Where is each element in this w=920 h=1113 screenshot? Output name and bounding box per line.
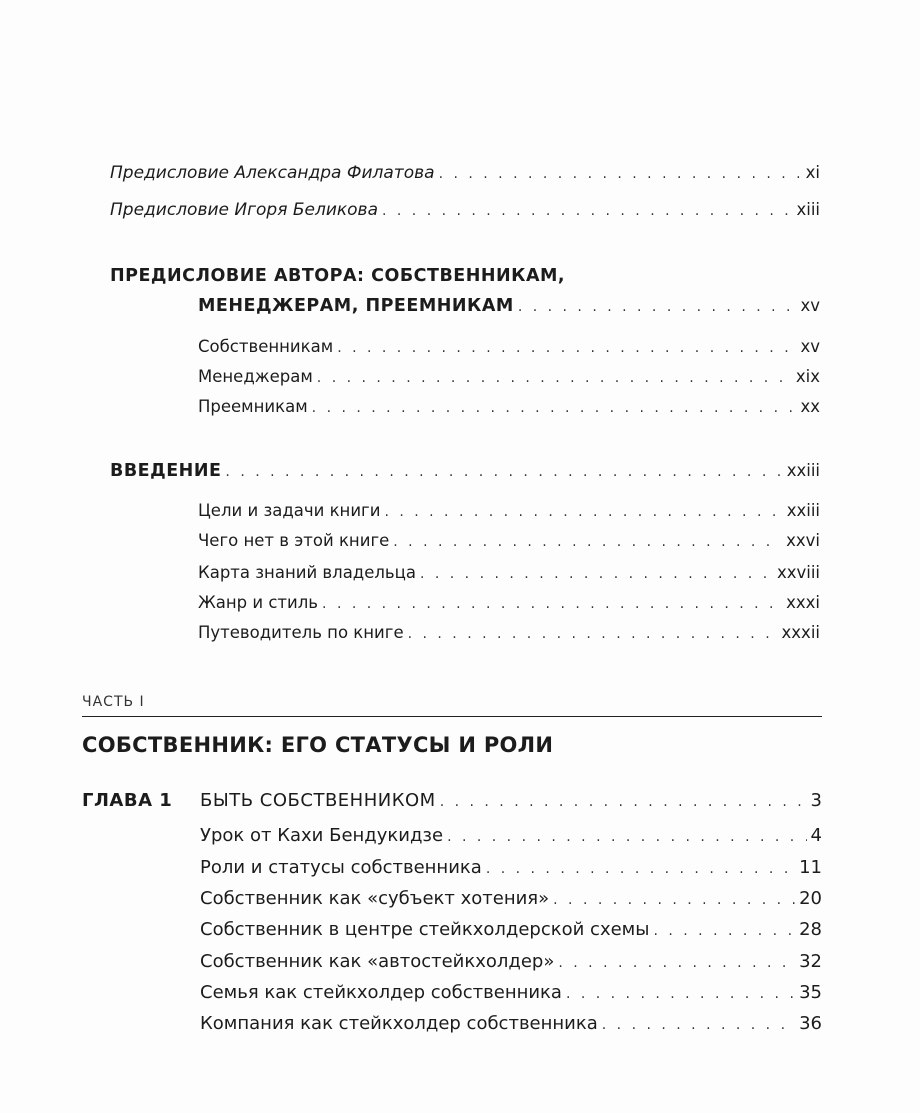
- toc-page-number: 32: [799, 951, 822, 972]
- toc-entry-goals: [198, 501, 820, 520]
- dot-leader: [337, 340, 796, 356]
- toc-page-number: xix: [795, 367, 820, 386]
- toc-entry-title: Предисловие Игоря Беликова: [110, 200, 378, 220]
- dot-leader: [312, 400, 797, 416]
- toc-entry-managers: [198, 367, 820, 386]
- author-preface-title-line2: МЕНЕДЖЕРАМ, ПРЕЕМНИКАМ: [198, 296, 514, 316]
- toc-page-number: xiii: [796, 200, 820, 219]
- dot-leader: [382, 203, 792, 219]
- toc-page-number: 36: [799, 1013, 822, 1034]
- chapter-title: БЫТЬ СОБСТВЕННИКОМ: [200, 790, 436, 811]
- dot-leader: [317, 370, 792, 386]
- dot-leader: [566, 986, 795, 1002]
- dot-leader: [440, 794, 807, 810]
- dot-leader: [393, 534, 782, 550]
- toc-entry-knowledge-map: [198, 563, 820, 582]
- part-divider: [82, 716, 822, 717]
- toc-page-number: 11: [799, 857, 822, 878]
- toc-entry-belikov-preface: [110, 200, 820, 220]
- part-title: СОБСТВЕННИК: ЕГО СТАТУСЫ И РОЛИ: [82, 733, 554, 757]
- author-preface-title-line1: ПРЕДИСЛОВИЕ АВТОРА: СОБСТВЕННИКАМ,: [110, 266, 566, 286]
- toc-page-number: xx: [800, 397, 820, 416]
- toc-entry-title: Чего нет в этой книге: [198, 531, 390, 550]
- toc-page-number: xv: [800, 296, 820, 315]
- dot-leader: [420, 566, 773, 582]
- toc-entry-roles-statuses: [200, 857, 822, 878]
- dot-leader: [384, 504, 782, 520]
- toc-page-number: 28: [799, 919, 822, 940]
- dot-leader: [602, 1017, 795, 1033]
- toc-page-number: xxxi: [786, 593, 820, 612]
- dot-leader: [486, 861, 795, 877]
- toc-entry-title: Цели и задачи книги: [198, 501, 381, 520]
- toc-entry-title: Предисловие Александра Филатова: [110, 163, 435, 183]
- toc-page-number: xxvi: [786, 531, 820, 550]
- dot-leader: [225, 464, 782, 480]
- dot-leader: [322, 596, 782, 612]
- toc-entry-company: [200, 1013, 822, 1034]
- chapter-label: ГЛАВА 1: [82, 790, 173, 811]
- toc-page-number: xxviii: [776, 563, 820, 582]
- toc-page-number: xxiii: [786, 501, 820, 520]
- toc-page-number: xxiii: [786, 461, 820, 480]
- toc-entry-title: Семья как стейкхолдер собственника: [200, 982, 562, 1003]
- toc-entry-title: Менеджерам: [198, 367, 313, 386]
- toc-entry-successors: [198, 397, 820, 416]
- toc-entry-owners: [198, 337, 820, 356]
- part-label: ЧАСТЬ I: [82, 694, 145, 710]
- toc-entry-title: Жанр и стиль: [198, 593, 319, 612]
- toc-entry-title: Собственник в центре стейкхолдерской схемы: [200, 919, 650, 940]
- dot-leader: [558, 955, 795, 971]
- toc-page-number: 3: [810, 790, 822, 811]
- dot-leader: [408, 626, 778, 642]
- toc-entry-not-in-book: [198, 531, 820, 550]
- dot-leader: [447, 829, 806, 845]
- dot-leader: [553, 892, 795, 908]
- author-preface-heading: [198, 296, 820, 316]
- toc-page-number: xxxii: [781, 623, 820, 642]
- toc-entry-title: Карта знаний владельца: [198, 563, 416, 582]
- toc-entry-genre: [198, 593, 820, 612]
- dot-leader: [439, 166, 802, 182]
- toc-page-number: xi: [805, 163, 820, 182]
- toc-entry-filatov-preface: [110, 163, 820, 183]
- toc-page-number: 35: [799, 982, 822, 1003]
- toc-page-number: 4: [810, 825, 822, 846]
- dot-leader: [653, 923, 795, 939]
- toc-page-number: xv: [800, 337, 820, 356]
- toc-page-number: 20: [799, 888, 822, 909]
- toc-entry-title: Компания как стейкхолдер собственника: [200, 1013, 598, 1034]
- toc-entry-title: Урок от Кахи Бендукидзе: [200, 825, 444, 846]
- toc-entry-stakeholder-center: [200, 919, 822, 940]
- toc-entry-title: Собственник как «субъект хотения»: [200, 888, 550, 909]
- chapter-heading: [200, 790, 822, 811]
- toc-entry-title: Роли и статусы собственника: [200, 857, 482, 878]
- toc-entry-family: [200, 982, 822, 1003]
- toc-entry-subject-of-will: [200, 888, 822, 909]
- toc-entry-title: Собственник как «автостейкхолдер»: [200, 951, 555, 972]
- dot-leader: [518, 299, 797, 315]
- toc-entry-title: Путеводитель по книге: [198, 623, 404, 642]
- toc-entry-guide: [198, 623, 820, 642]
- introduction-title: ВВЕДЕНИЕ: [110, 461, 222, 481]
- introduction-heading: [110, 461, 820, 481]
- toc-entry-title: Собственникам: [198, 337, 334, 356]
- toc-entry-bendukidze: [200, 825, 822, 846]
- toc-entry-title: Преемникам: [198, 397, 308, 416]
- toc-entry-autostakeholder: [200, 951, 822, 972]
